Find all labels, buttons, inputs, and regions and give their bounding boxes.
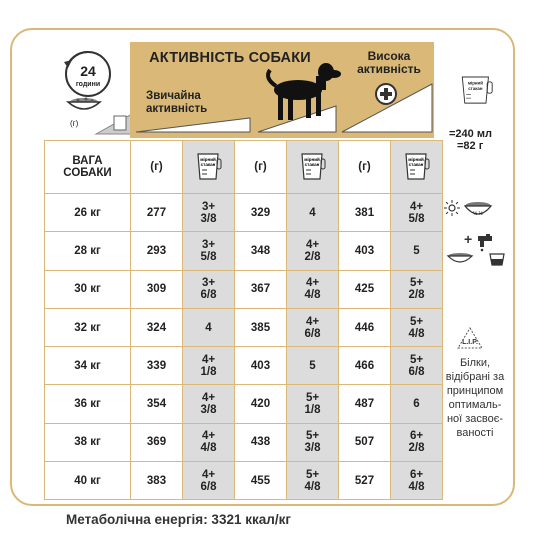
normal-cups-cell: 3+ 5/8	[183, 232, 235, 270]
normal-grams-cell: 383	[131, 462, 183, 500]
feeding-table	[44, 140, 443, 500]
mid-grams-cell: 403	[235, 347, 287, 385]
high-cups-cell: 4+ 5/8	[391, 194, 443, 232]
svg-text:стакан: стакан	[304, 162, 319, 167]
sun-icon	[444, 200, 460, 216]
normal-cups-cell: 3+ 3/8	[183, 194, 235, 232]
weight-cell: 38 кг	[45, 423, 131, 461]
table-row	[45, 462, 443, 500]
faucet-icon	[478, 234, 492, 251]
measuring-cup-icon	[195, 151, 223, 183]
normal-grams-cell: 324	[131, 308, 183, 346]
normal-cups-cell: 4	[183, 308, 235, 346]
high-activity-label: Висока активність	[357, 49, 421, 76]
table-header-row	[45, 141, 443, 194]
table-row	[45, 385, 443, 423]
hours-label: години	[75, 81, 101, 88]
bowl-water-icon	[444, 232, 510, 268]
table-row	[45, 232, 443, 270]
table-row	[45, 270, 443, 308]
high-grams-cell: 381	[339, 194, 391, 232]
high-cups-cell: 5	[391, 232, 443, 270]
normal-grams-cell: 293	[131, 232, 183, 270]
normal-cups-cell: 4+ 6/8	[183, 462, 235, 500]
mid-cups-cell: 4+ 2/8	[287, 232, 339, 270]
mid-cups-cell: 4+ 4/8	[287, 270, 339, 308]
high-cups-cell: 6	[391, 385, 443, 423]
grams-header-normal: (г)	[131, 141, 183, 194]
normal-activity-label: Звичайна активність	[146, 90, 208, 115]
cup-volume: =240 мл	[449, 128, 492, 140]
moon-icon	[497, 202, 509, 216]
measuring-cup-icon	[403, 151, 431, 183]
cup-legend-text	[449, 128, 492, 152]
weight-cell: 26 кг	[45, 194, 131, 232]
lip-note: Білки, відібрані за принципом оптималь- ної засвоє- ваності	[445, 357, 505, 439]
normal-grams-cell: 277	[131, 194, 183, 232]
measuring-cup-icon	[446, 72, 506, 128]
high-grams-cell: 507	[339, 423, 391, 461]
table-row	[45, 423, 443, 461]
weight-cell: 34 кг	[45, 347, 131, 385]
high-grams-cell: 487	[339, 385, 391, 423]
normal-cups-cell: 4+ 4/8	[183, 423, 235, 461]
normal-grams-cell: 369	[131, 423, 183, 461]
weight-cell: 30 кг	[45, 270, 131, 308]
high-grams-cell: 527	[339, 462, 391, 500]
svg-text:стакан: стакан	[200, 162, 215, 167]
weight-cell: 40 кг	[45, 462, 131, 500]
mid-grams-cell: 329	[235, 194, 287, 232]
cup-header-mid	[287, 141, 339, 194]
grams-unit: (г)	[70, 119, 79, 128]
high-cups-cell: 6+ 4/8	[391, 462, 443, 500]
mid-grams-cell: 438	[235, 423, 287, 461]
high-cups-cell: 5+ 2/8	[391, 270, 443, 308]
activity-title: АКТИВНІСТЬ СОБАКИ	[149, 50, 311, 66]
weight-cell: 32 кг	[45, 308, 131, 346]
mid-cups-cell: 5+ 4/8	[287, 462, 339, 500]
table-row	[45, 347, 443, 385]
normal-cups-cell: 4+ 3/8	[183, 385, 235, 423]
mid-grams-cell: 348	[235, 232, 287, 270]
high-grams-cell: 403	[339, 232, 391, 270]
lip-logo-icon	[456, 326, 484, 352]
normal-cups-cell: 3+ 6/8	[183, 270, 235, 308]
cup-header-high	[391, 141, 443, 194]
normal-grams-cell: 309	[131, 270, 183, 308]
table-row	[45, 308, 443, 346]
high-cups-cell: 6+ 2/8	[391, 423, 443, 461]
grams-header-high: (г)	[339, 141, 391, 194]
mid-cups-cell: 5+ 1/8	[287, 385, 339, 423]
high-grams-cell: 446	[339, 308, 391, 346]
lip-label: L.I.P.	[462, 339, 478, 346]
high-grams-cell: 425	[339, 270, 391, 308]
weight-cell: 28 кг	[45, 232, 131, 270]
svg-text:мірний: мірний	[407, 157, 424, 162]
high-grams-cell: 466	[339, 347, 391, 385]
normal-cups-cell: 4+ 1/8	[183, 347, 235, 385]
weight-cell: 36 кг	[45, 385, 131, 423]
clock-24-icon	[44, 42, 132, 138]
mid-grams-cell: 420	[235, 385, 287, 423]
svg-text:+: +	[464, 232, 473, 247]
svg-text:мірний: мірний	[303, 157, 320, 162]
mid-cups-cell: 5+ 3/8	[287, 423, 339, 461]
high-cups-cell: 5+ 6/8	[391, 347, 443, 385]
svg-text:стакан: стакан	[468, 86, 483, 92]
plus-circle-icon	[376, 84, 396, 104]
high-cups-cell: 5+ 4/8	[391, 308, 443, 346]
svg-text:мірний: мірний	[199, 157, 216, 162]
activity-panel	[130, 42, 434, 138]
mid-cups-cell: 5	[287, 347, 339, 385]
weight-header: ВАГА СОБАКИ	[45, 141, 131, 194]
food-bowl-icon	[68, 98, 100, 110]
cup-weight: =82 г	[457, 140, 484, 152]
normal-grams-cell: 339	[131, 347, 183, 385]
mid-cups-cell: 4	[287, 194, 339, 232]
mid-grams-cell: 455	[235, 462, 287, 500]
metabolic-energy: Метаболічна енергія: 3321 ккал/кг	[66, 512, 291, 527]
svg-text:½ ½: ½ ½	[473, 211, 483, 217]
mid-grams-cell: 385	[235, 308, 287, 346]
hours-number: 24	[80, 63, 96, 79]
normal-grams-cell: 354	[131, 385, 183, 423]
mid-cups-cell: 4+ 6/8	[287, 308, 339, 346]
svg-text:мірний: мірний	[467, 80, 483, 86]
grams-header-mid: (г)	[235, 141, 287, 194]
cup-header-normal	[183, 141, 235, 194]
mid-grams-cell: 367	[235, 270, 287, 308]
table-row	[45, 194, 443, 232]
measuring-cup-icon	[299, 151, 327, 183]
food-bowl-icon	[462, 200, 494, 220]
svg-text:стакан: стакан	[408, 162, 423, 167]
